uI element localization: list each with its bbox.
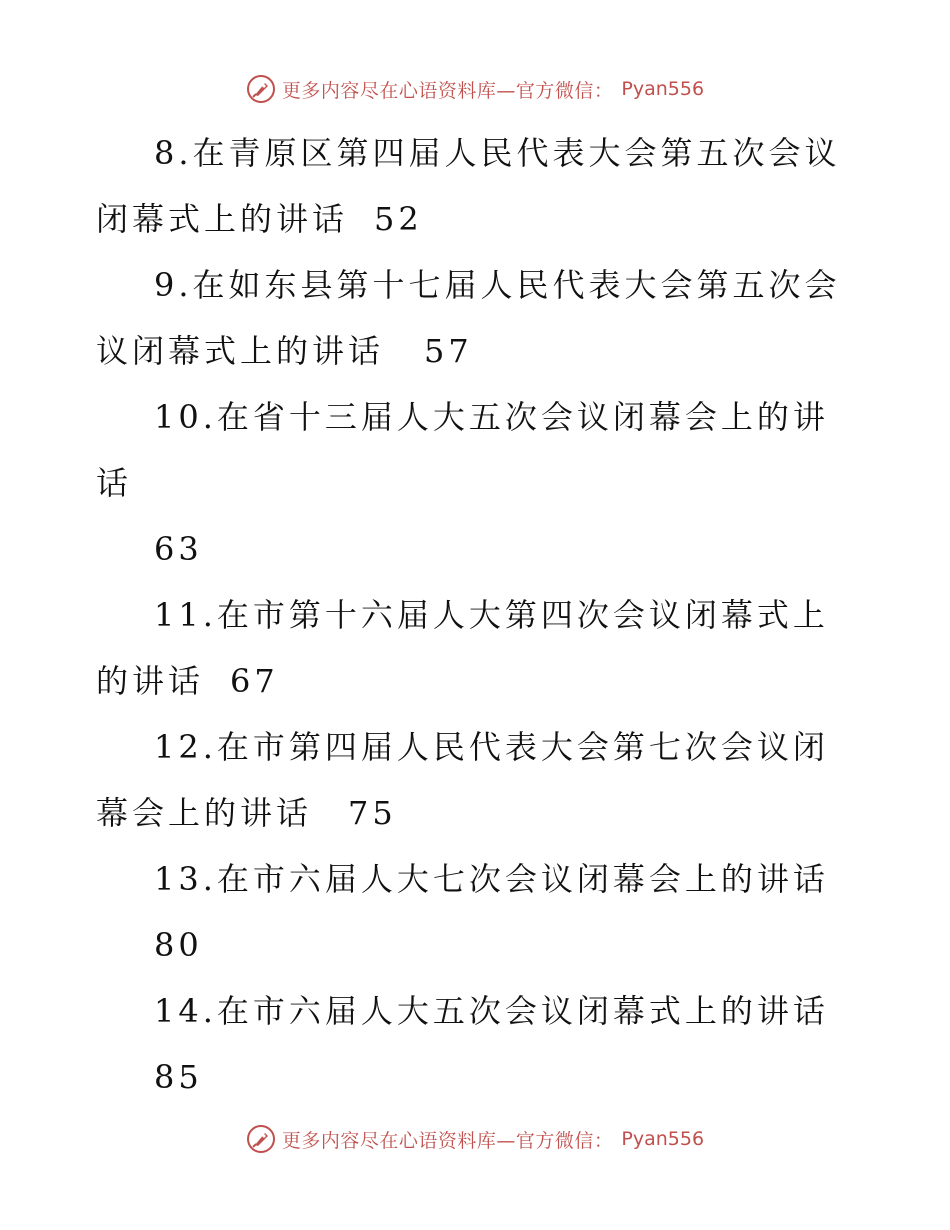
toc-entry-title: 在青原区第四届人民代表大会第五次会议闭幕式上的讲话 xyxy=(96,134,841,238)
footer-watermark xyxy=(0,1124,950,1154)
toc-entry-title: 在市六届人大五次会议闭幕式上的讲话 xyxy=(216,992,829,1030)
toc-entry-page: 80 xyxy=(154,926,203,964)
toc-entry-number: 8. xyxy=(154,134,193,172)
table-of-contents xyxy=(96,120,856,1110)
watermark-wechat-id: Pyan556 xyxy=(621,1128,705,1150)
toc-entry-page: 57 xyxy=(424,332,473,370)
toc-entry-title: 在如东县第十七届人民代表大会第五次会议闭幕式上的讲话 xyxy=(96,266,841,370)
toc-entry[interactable] xyxy=(96,714,856,846)
toc-entry[interactable] xyxy=(96,846,856,978)
toc-entry-page: 52 xyxy=(374,200,423,238)
toc-entry[interactable] xyxy=(96,384,856,582)
toc-entry-number: 14. xyxy=(154,992,217,1030)
toc-entry-page: 63 xyxy=(154,530,203,568)
pen-nib-logo-icon xyxy=(246,74,276,104)
toc-entry-page: 85 xyxy=(154,1058,203,1096)
watermark-text: 更多内容尽在心语资料库—官方微信： xyxy=(281,79,614,102)
watermark-wechat-id: Pyan556 xyxy=(621,78,705,100)
toc-entry-title: 在市六届人大七次会议闭幕会上的讲话 xyxy=(216,860,829,898)
watermark-text: 更多内容尽在心语资料库—官方微信： xyxy=(281,1129,614,1152)
toc-entry-page: 67 xyxy=(230,662,279,700)
toc-entry-title: 在市第四届人民代表大会第七次会议闭幕会上的讲话 xyxy=(96,728,829,832)
toc-entry-page: 75 xyxy=(348,794,397,832)
toc-entry-number: 12. xyxy=(154,728,217,766)
toc-entry[interactable] xyxy=(96,252,856,384)
toc-entry-number: 9. xyxy=(154,266,193,304)
toc-entry-number: 11. xyxy=(154,596,217,634)
toc-entry-title: 在市第十六届人大第四次会议闭幕式上的讲话 xyxy=(96,596,829,700)
toc-entry[interactable] xyxy=(96,120,856,252)
toc-entry-title: 在省十三届人大五次会议闭幕会上的讲话 xyxy=(96,398,829,502)
toc-entry-number: 13. xyxy=(154,860,217,898)
pen-nib-logo-icon xyxy=(246,1124,276,1154)
toc-entry[interactable] xyxy=(96,978,856,1110)
toc-entry-number: 10. xyxy=(154,398,217,436)
header-watermark xyxy=(0,74,950,104)
toc-entry[interactable] xyxy=(96,582,856,714)
